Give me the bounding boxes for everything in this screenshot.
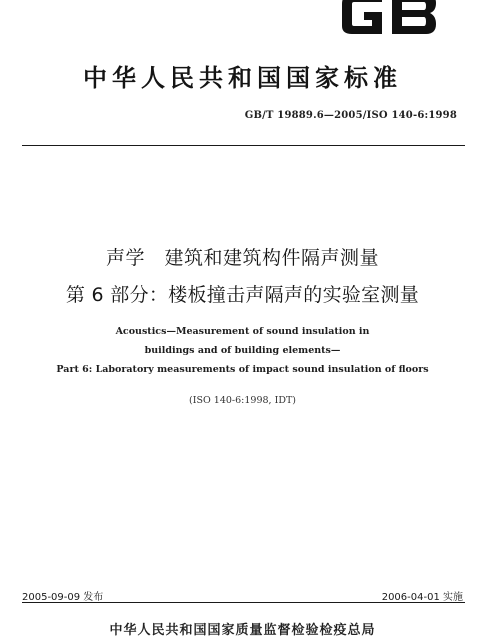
english-title-line-2: buildings and of building elements— [144,345,341,356]
standard-number: GB/T 19889.6—2005/ISO 140-6:1998 [244,110,457,121]
english-title-line-3: Part 6: Laboratory measurements of impact sound insulation of floors [56,364,429,375]
chinese-title-line-2: 第 6 部分：楼板撞击声隔声的实验室测量 [65,284,420,306]
english-title-line-1: Acoustics—Measurement of sound insulation in [115,326,370,337]
gb-logo [338,0,440,36]
standard-category-title: 中华人民共和国国家标准 [83,64,402,92]
top-divider [22,145,465,146]
chinese-title-line-1: 声学 建筑和建筑构件隔声测量 [105,247,379,269]
iso-equivalence-reference: (ISO 140-6:1998, IDT) [189,395,296,406]
issue-date: 2005-09-09 发布 [22,592,104,603]
issuing-authority: 中华人民共和国国家质量监督检验检疫总局 [109,623,376,638]
bottom-divider [22,602,465,603]
implementation-date: 2006-04-01 实施 [381,592,463,603]
